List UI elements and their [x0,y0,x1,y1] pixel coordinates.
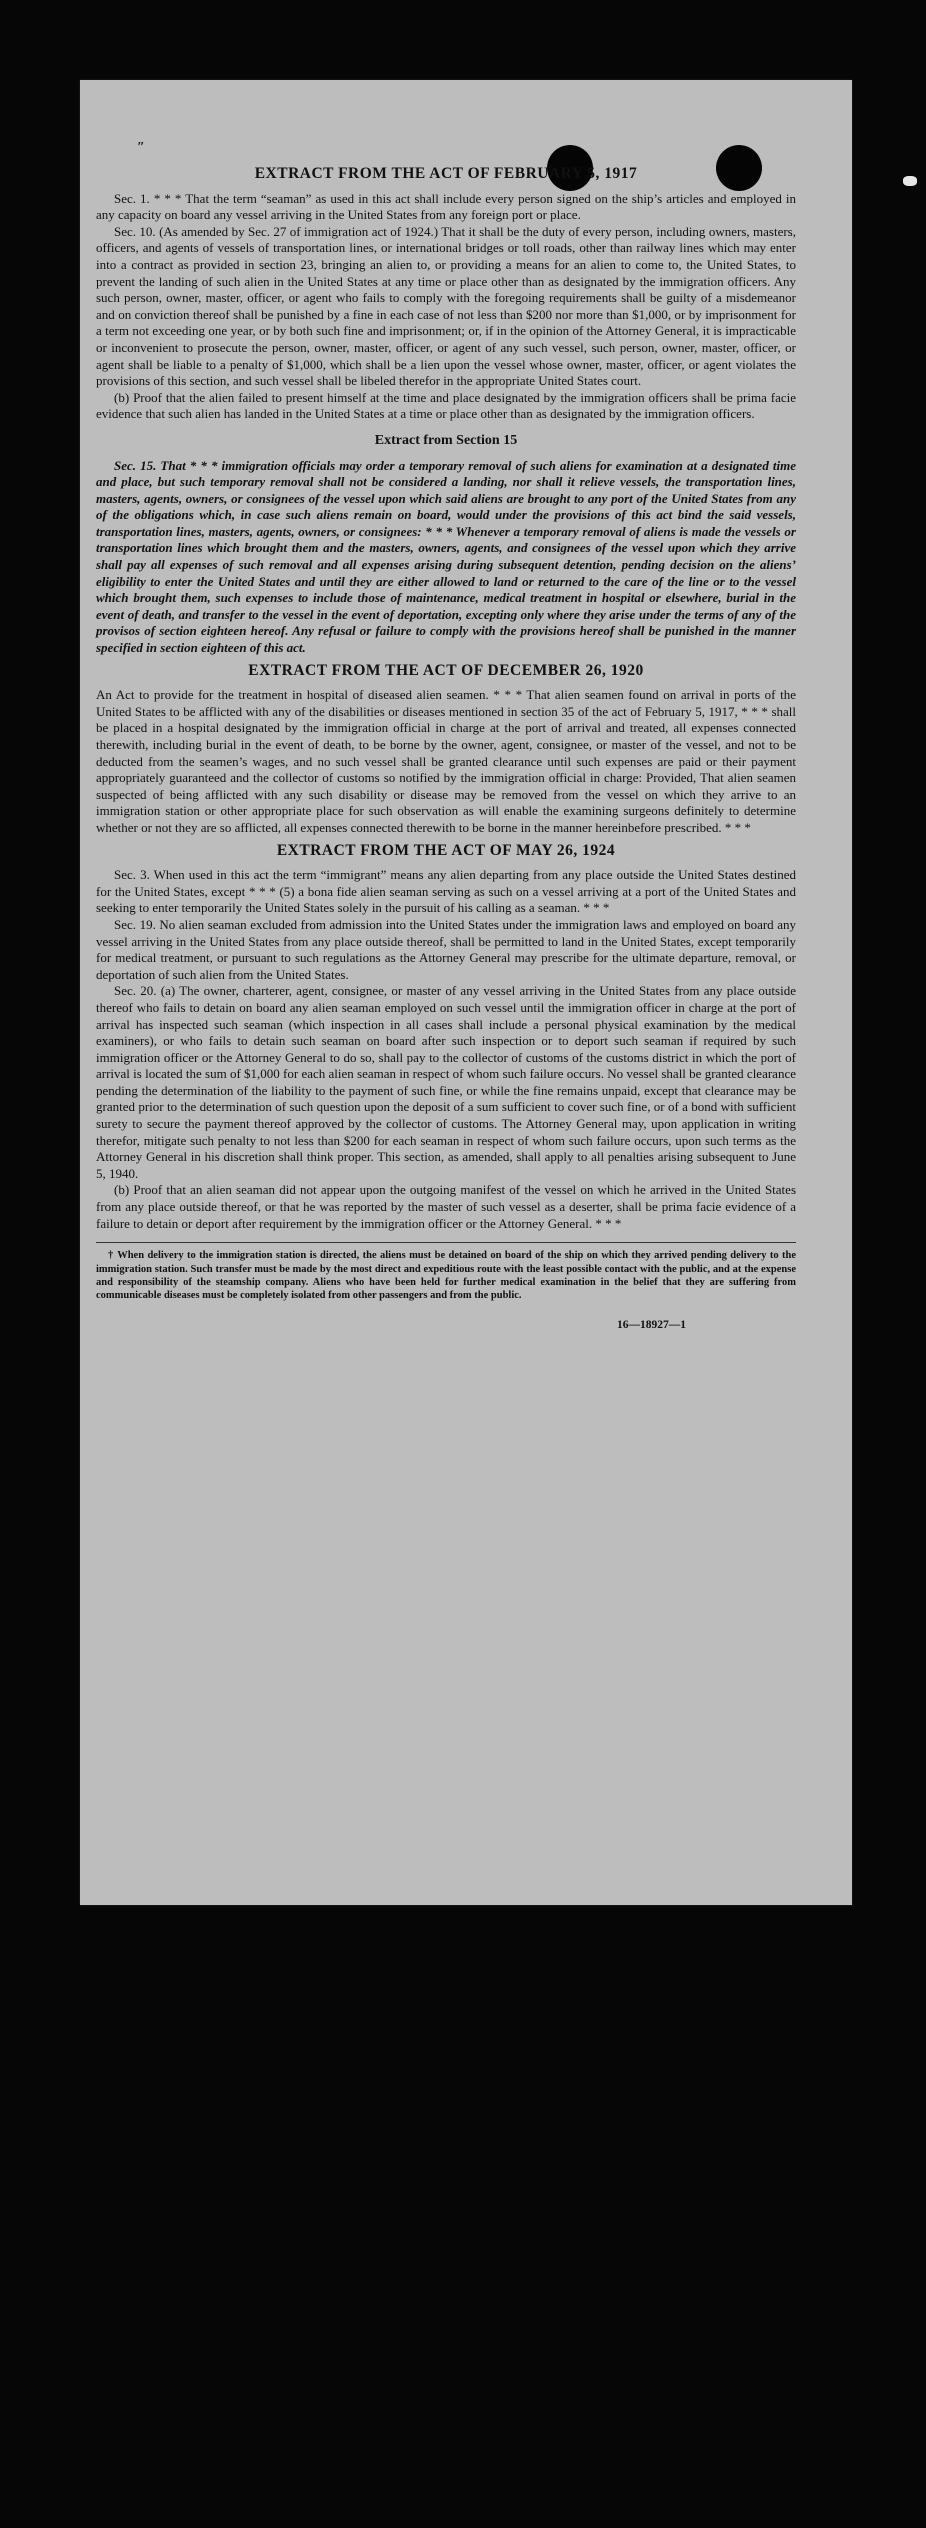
tick-mark: ″ [137,140,145,155]
form-number: 16—18927—1 [617,1318,686,1331]
paragraph-sec-15: Sec. 15. That * * * immigration officials may order a temporary removal of such aliens for examination at a designated time and place, but such temporary removal shall not be considered a landing, nor shall it relieve vessels, the transportation lines, masters, agents, owners, or consignees of the vessel upon which said aliens are brought to any port of the United States from any of the obligations which, in case such aliens remain on board, would under the provisions of this act bind the said vessels, transportation lines, masters, agents, owners, or consignees: * * * Whenever a temporary removal of aliens is made the vessels or transportation lines which brought them and the masters, owners, agents, and consignees of the vessel upon which they arrive shall pay all expenses of such removal and all expenses arising during subsequent detention, pending decision on the aliens’ eligibility to enter the United States and until they are either allowed to land or returned to the care of the line or to the vessel which brought them, such expenses to include those of maintenance, medical treatment in hospital or elsewhere, burial in the event of death, and transfer to the vessel in the event of deportation, excepting only where they arise under the terms of any of the provisos of section eighteen hereof. Any refusal or failure to comply with the provisions hereof shall be punished in the manner specified in section eighteen of this act. [96,457,796,656]
paragraph-sec-10: Sec. 10. (As amended by Sec. 27 of immigration act of 1924.) That it shall be the duty of every person, including owners, masters, officers, and agents of vessels of transportation lines, or international bridges or toll roads, other than railway lines which may enter into a contract as provided in section 23, bringing an alien to, or providing a means for an alien to come to, the United States, to prevent the landing of such alien in the United States at any time or place other than as designated by the immigration officers. Any such person, owner, master, officer, or agent who fails to comply with the foregoing requirements shall be guilty of a misdemeanor and on conviction thereof shall be punished by a fine in each case of not less than $200 nor more than $1,000, or by imprisonment for a term not exceeding one year, or by both such fine and imprisonment; or, if in the opinion of the Attorney General, it is impracticable or inconvenient to prosecute the person, owner, master, officer, or agent of any such vessel, such person, owner, master, officer, or agent shall be liable to a penalty of $1,000, which shall be a lien upon the vessel whose owner, master, officer, or agent violates the provisions of this section, and such vessel shall be libeled therefor in the appropriate United States court. [96,223,796,389]
paragraph-sec-1: Sec. 1. * * * That the term “seaman” as used in this act shall include every person signed on the ship’s articles and employed in any capacity on board any vessel arriving in the United States from any foreign port or place. [96,190,796,223]
corner-mark [903,176,917,186]
paragraph-sec-19: Sec. 19. No alien seaman excluded from admission into the United States under the immigration laws and employed on board any vessel arriving in the United States from any place outside thereof, shall be permitted to land in the United States, except temporarily for medical treatment, or pursuant to such regulations as the Attorney General may prescribe for the ultimate departure, removal, or deportation of such alien from the United States. [96,916,796,982]
paragraph-sec-20a: Sec. 20. (a) The owner, charterer, agent, consignee, or master of any vessel arriving in the United States from any place outside thereof who fails to detain on board any alien seaman employed on such vessel until the immigration officer in charge at the port of arrival has inspected such seaman (which inspection in all cases shall include a personal physical examination by the medical examiners), or who fails to detain such seaman on board after such inspection or to deport such seaman if required by such immigration officer or the Attorney General to do so, shall pay to the collector of customs of the customs district in which the port of arrival is located the sum of $1,000 for each alien seaman in respect of whom such failure occurs. No vessel shall be granted clearance pending the determination of the liability to the payment of such fine, or while the fine remains unpaid, except that clearance may be granted prior to the determination of such question upon the deposit of a sum sufficient to cover such fine, or of a bond with sufficient surety to secure the payment thereof approved by the collector of customs. The Attorney General may, upon application in writing therefor, mitigate such penalty to not less than $200 for each seaman in respect of whom such failure occurs, upon such terms as the Attorney General in his discretion shall think proper. This section, as amended, shall apply to all penalties arising subsequent to June 5, 1940. [96,983,796,1181]
document-content [96,160,796,1333]
heading-section-15: Extract from Section 15 [374,432,518,448]
paragraph-sec-20b: (b) Proof that an alien seaman did not appear upon the outgoing manifest of the vessel on which he arrived in the United States from any place outside thereof, or that he was reported by the master of such vessel as a deserter, shall be prima facie evidence of a failure to detain or deport after requirement by the immigration officer or the Attorney General. * * * [96,1182,796,1231]
paragraph-sec-10b: (b) Proof that the alien failed to present himself at the time and place designated by the immigration officers shall be prima facie evidence that such alien has landed in the United States at a time or place other than as designated by the immigration officers. [96,389,796,422]
paragraph-act-1920: An Act to provide for the treatment in hospital of diseased alien seamen. * * * That alien seamen found on arrival in ports of the United States to be afflicted with any of the disabilities or diseases mentioned in section 35 of the act of February 5, 1917, * * * shall be placed in a hospital designated by the immigration official in charge at the port of arrival and treated, all expenses connected therewith, including burial in the event of death, to be borne by the owner, agent, consignee, or master of the vessel, and not to be deducted from the seamen’s wages, and no such vessel shall be granted clearance until such expenses are paid or their payment appropriately guaranteed and the collector of customs so notified by the immigration official in charge: Provided, That alien seamen suspected of being afflicted with any such disability or disease may be removed from the vessel on which they arrive to an immigration station or other appropriate place for such observation as will enable the examining surgeons definitely to determine whether or not they are so afflicted, all expenses connected therewith to be borne in the manner hereinbefore prescribed. * * * [96,687,796,835]
heading-act-1924: EXTRACT FROM THE ACT OF MAY 26, 1924 [276,841,616,859]
footnote-text: † When delivery to the immigration station is directed, the aliens must be detained on board of the ship on which they arrived pending delivery to the immigration station. Such transfer must be made by the most direct and expeditious route with the least possible contact with the public, and at the expense and responsibility of the steamship company. Aliens who have been held for further medical examination in the belief that they are suffering from communicable diseases must be completely isolated from other passengers and from the public. [96,1250,796,1302]
heading-act-1917: EXTRACT FROM THE ACT OF FEBRUARY 5, 1917 [254,165,638,182]
paragraph-sec-3: Sec. 3. When used in this act the term “immigrant” means any alien departing from any place outside the United States destined for the United States, except * * * (5) a bona fide alien seaman serving as such on a vessel arriving at a port of the United States and seeking to enter temporarily the United States solely in the pursuit of his calling as a seaman. * * * [96,867,796,916]
heading-act-1920: EXTRACT FROM THE ACT OF DECEMBER 26, 1920 [248,661,644,679]
footnote [96,1242,796,1303]
